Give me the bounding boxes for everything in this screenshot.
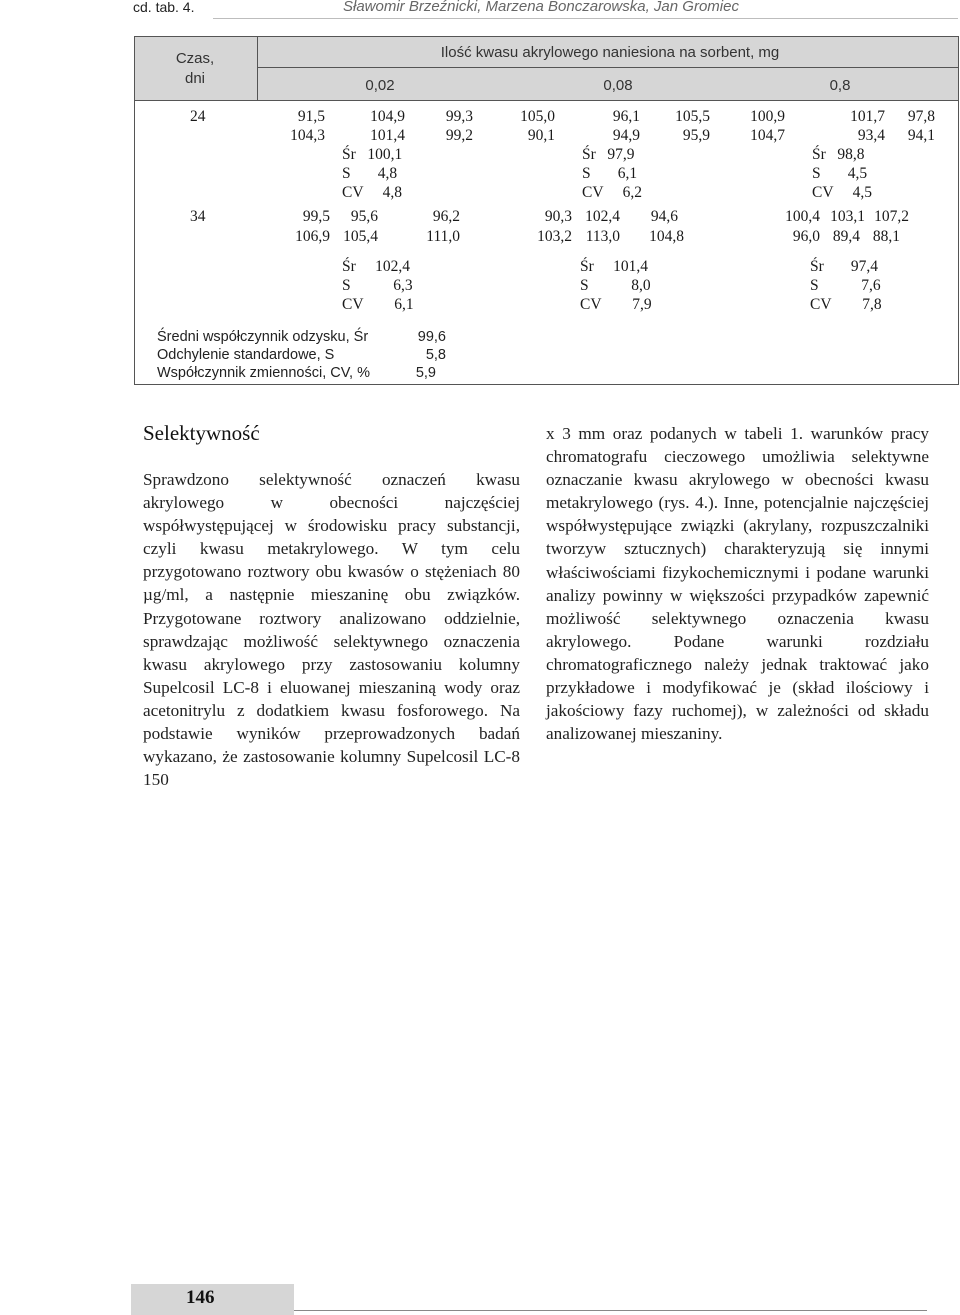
cell: 104,3	[290, 127, 325, 144]
table-border-bottom	[134, 384, 959, 385]
summary-sd-label: Odchylenie standardowe, S	[157, 347, 335, 363]
stat-mean: Śr 97,4	[810, 258, 879, 275]
table-continuation-label: cd. tab. 4.	[133, 0, 195, 15]
stat-mean: Śr 97,9	[582, 146, 635, 163]
cell: 94,9	[612, 127, 640, 144]
cell: 101,7	[850, 108, 885, 125]
cell: 97,8	[907, 108, 935, 125]
cell: 99,2	[445, 127, 473, 144]
row-day-34: 34	[190, 208, 206, 225]
row-day-24: 24	[190, 108, 206, 125]
stat-cv: CV 4,8	[342, 184, 403, 201]
cell: 93,4	[857, 127, 885, 144]
section-heading: Selektywność	[143, 421, 260, 445]
stat-cv: CV 7,8	[810, 296, 882, 313]
stat-sd: S 4,8	[342, 165, 398, 182]
stat-sd: S 4,5	[812, 165, 868, 182]
level-header-3: 0,8	[829, 77, 851, 94]
cell: 113,0	[585, 228, 620, 245]
cell: 94,6	[650, 208, 678, 225]
summary-sd-value: 5,8	[425, 347, 446, 363]
summary-mean-value: 99,6	[417, 329, 446, 345]
cell: 88,1	[872, 228, 900, 245]
table-header-rule	[134, 100, 959, 101]
footer-rule	[294, 1310, 927, 1311]
table-header-subrule	[257, 67, 959, 68]
cell: 96,0	[792, 228, 820, 245]
summary-mean-label: Średni współczynnik odzysku, Śr	[157, 329, 369, 345]
cell: 99,5	[302, 208, 330, 225]
page-number: 146	[186, 1287, 215, 1308]
cell: 99,3	[445, 108, 473, 125]
table-header-divider	[257, 36, 258, 101]
cell: 91,5	[297, 108, 325, 125]
header-rule	[213, 18, 958, 19]
time-header-line2: dni	[184, 70, 206, 87]
amount-header: Ilość kwasu akrylowego naniesiona na sorbent, mg	[440, 44, 780, 61]
cell: 105,5	[675, 108, 710, 125]
right-column-text	[546, 422, 929, 745]
stat-sd: S 6,3	[342, 277, 413, 294]
cell: 95,9	[682, 127, 710, 144]
right-paragraph: x 3 mm oraz podanych w tabeli 1. warunków pracy chromatografu cieczowego umożliwia selektywne oznaczanie kwasu akrylowego w obecności kwasu metakrylowego (rys. 4.). Inne, potencjalnie najczęściej współwystępujące związki (akrylany, rozpuszczalniki tworzyw sztucznych) charakteryzują się innymi właściwościami fizykochemicznymi i podane warunki analizy powinny w większości przypadków zapewnić możliwość selektywnego oznaczenia kwasu akrylowego. Podane warunki rozdziału chromatograficznego należy jednak traktować jako przykładowe i modyfikować je (skład ilościowy i jakościowy fazy ruchomej), w zależności od składu analizowanej mieszaniny.	[546, 424, 929, 744]
cell: 105,0	[520, 108, 555, 125]
cell: 104,9	[370, 108, 405, 125]
cell: 101,4	[370, 127, 405, 144]
stat-mean: Śr 102,4	[342, 258, 411, 275]
left-paragraph: Sprawdzono selektywność oznaczeń kwasu akrylowego w obecności najczęściej współwystępującej w środowisku pracy substancji, czyli kwasu metakrylowego. W tym celu przygotowano roztwory obu kwasów o stężeniach 80 µg/ml, a następnie mieszaninę obu związków. Przygotowane roztwory analizowano oddzielnie, sprawdzając możliwość selektywnego oznaczenia kwasu akrylowego przy zastosowaniu kolumny Supelcosil LC-8 i eluowanej mieszaniną wody oraz acetonitrylu z dodatkiem kwasu fosforowego. Na podstawie wyników przeprowadzonych badań wykazano, że zastosowanie kolumny Supelcosil LC-8 150	[143, 470, 520, 790]
cell: 100,9	[750, 108, 785, 125]
table-border-left	[134, 36, 135, 385]
cell: 96,2	[432, 208, 460, 225]
table-border-right	[958, 36, 959, 385]
stat-sd: S 8,0	[580, 277, 651, 294]
left-column-text	[143, 468, 520, 791]
cell: 104,7	[750, 127, 785, 144]
cell: 104,8	[649, 228, 684, 245]
cell: 94,1	[907, 127, 935, 144]
cell: 95,6	[350, 208, 378, 225]
cell: 111,0	[426, 228, 460, 245]
cell: 102,4	[585, 208, 620, 225]
cell: 90,1	[527, 127, 555, 144]
stat-sd: S 6,1	[582, 165, 638, 182]
cell: 107,2	[874, 208, 909, 225]
stat-mean: Śr 100,1	[342, 146, 403, 163]
level-header-1: 0,02	[365, 77, 395, 94]
summary-cv-label: Współczynnik zmienności, CV, %	[157, 365, 371, 381]
summary-cv-value: 5,9	[415, 365, 436, 381]
running-header-authors: Sławomir Brzeźnicki, Marzena Bonczarowska, Jan Gromiec	[343, 0, 739, 15]
cell: 89,4	[832, 228, 860, 245]
cell: 103,1	[830, 208, 865, 225]
cell: 106,9	[295, 228, 330, 245]
stat-mean: Śr 101,4	[580, 258, 649, 275]
cell: 90,3	[544, 208, 572, 225]
level-header-2: 0,08	[603, 77, 633, 94]
cell: 105,4	[343, 228, 378, 245]
cell: 103,2	[537, 228, 572, 245]
stat-cv: CV 4,5	[812, 184, 873, 201]
cell: 96,1	[612, 108, 640, 125]
cell: 100,4	[785, 208, 820, 225]
stat-mean: Śr 98,8	[812, 146, 865, 163]
stat-cv: CV 6,1	[342, 296, 414, 313]
time-header-line1: Czas,	[175, 50, 215, 67]
stat-cv: CV 6,2	[582, 184, 643, 201]
stat-cv: CV 7,9	[580, 296, 652, 313]
stat-sd: S 7,6	[810, 277, 881, 294]
